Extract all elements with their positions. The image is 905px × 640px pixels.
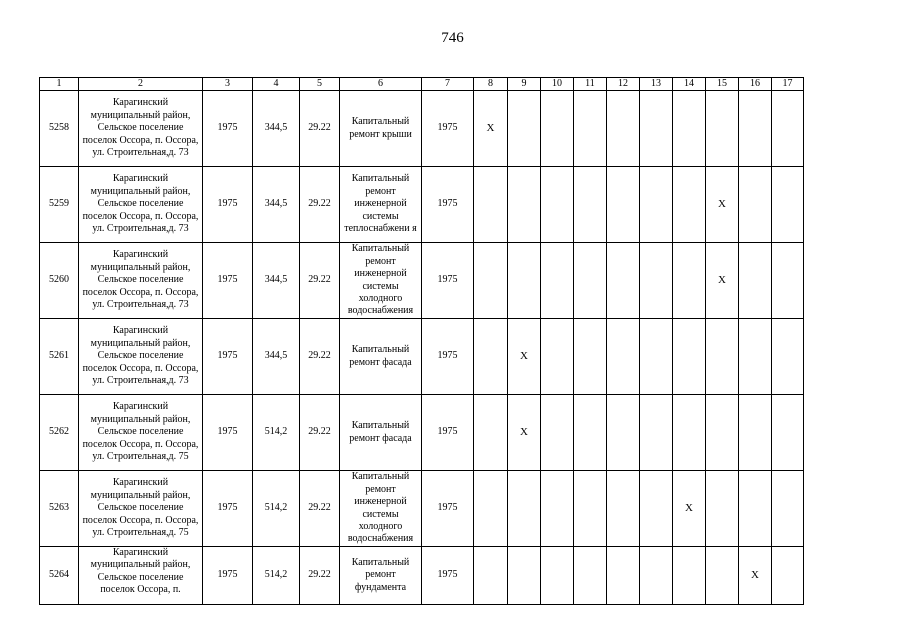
work-type-cell: Капитальный ремонт инженерной системы холодного водоснабжения: [340, 471, 422, 547]
column-header: 3: [203, 78, 253, 91]
year-built-cell: 1975: [203, 243, 253, 319]
address-cell: [79, 319, 203, 395]
rate-cell: 29.22: [300, 91, 340, 167]
table-row: [40, 547, 804, 605]
mark-cell: [607, 91, 640, 167]
mark-cell: X: [508, 395, 541, 471]
area-cell: 344,5: [253, 243, 300, 319]
mark-cell: [607, 243, 640, 319]
mark-cell: [772, 319, 804, 395]
work-type-cell: Капитальный ремонт фасада: [340, 395, 422, 471]
table-row: [40, 91, 804, 167]
work-type-cell: Капитальный ремонт фундамента: [340, 547, 422, 605]
column-header: 9: [508, 78, 541, 91]
mark-cell: [673, 91, 706, 167]
mark-cell: [739, 91, 772, 167]
column-header: 10: [541, 78, 574, 91]
area-cell: 344,5: [253, 91, 300, 167]
year-cell: 1975: [422, 319, 474, 395]
mark-cell: [508, 471, 541, 547]
address-text: Карагинский муниципальный район, Сельское поселение поселок Оссора, п. Оссора, ул. Строительная,д. 75: [82, 477, 199, 539]
mark-cell: [772, 243, 804, 319]
mark-cell: [474, 243, 508, 319]
mark-cell: [772, 91, 804, 167]
column-header: 17: [772, 78, 804, 91]
id-cell: 5264: [40, 547, 79, 605]
year-cell: 1975: [422, 471, 474, 547]
mark-cell: [607, 395, 640, 471]
mark-cell: [640, 319, 673, 395]
column-header: 6: [340, 78, 422, 91]
mark-cell: [474, 319, 508, 395]
column-header: 5: [300, 78, 340, 91]
mark-cell: [541, 319, 574, 395]
address-text: Карагинский муниципальный район, Сельское поселение поселок Оссора, п. Оссора, ул. Строительная,д. 73: [82, 97, 199, 159]
mark-cell: [508, 167, 541, 243]
mark-cell: [607, 167, 640, 243]
mark-cell: [673, 395, 706, 471]
mark-cell: X: [739, 547, 772, 605]
mark-cell: [474, 471, 508, 547]
mark-cell: [772, 471, 804, 547]
mark-cell: [541, 547, 574, 605]
repair-registry-table: [39, 77, 804, 605]
mark-cell: [541, 395, 574, 471]
year-built-cell: 1975: [203, 471, 253, 547]
mark-cell: [739, 395, 772, 471]
column-header: 12: [607, 78, 640, 91]
mark-cell: [474, 167, 508, 243]
mark-cell: [673, 167, 706, 243]
mark-cell: [739, 167, 772, 243]
address-cell: [79, 471, 203, 547]
mark-cell: [640, 243, 673, 319]
column-header: 15: [706, 78, 739, 91]
id-cell: 5258: [40, 91, 79, 167]
year-built-cell: 1975: [203, 91, 253, 167]
mark-cell: [772, 167, 804, 243]
mark-cell: [772, 547, 804, 605]
id-cell: 5260: [40, 243, 79, 319]
work-type-cell: Капитальный ремонт крыши: [340, 91, 422, 167]
address-text: Карагинский муниципальный район, Сельское поселение поселок Оссора, п.: [90, 547, 191, 596]
mark-cell: X: [673, 471, 706, 547]
year-built-cell: 1975: [203, 167, 253, 243]
mark-cell: [574, 471, 607, 547]
mark-cell: X: [508, 319, 541, 395]
mark-cell: [640, 395, 673, 471]
column-header: 8: [474, 78, 508, 91]
address-text: Карагинский муниципальный район, Сельское поселение поселок Оссора, п. Оссора, ул. Строительная,д. 73: [82, 249, 199, 311]
year-built-cell: 1975: [203, 547, 253, 605]
mark-cell: [474, 395, 508, 471]
area-cell: 514,2: [253, 395, 300, 471]
address-text: Карагинский муниципальный район, Сельское поселение поселок Оссора, п. Оссора, ул. Строительная,д. 75: [82, 401, 199, 463]
mark-cell: [706, 395, 739, 471]
column-header: 2: [79, 78, 203, 91]
mark-cell: [673, 243, 706, 319]
year-cell: 1975: [422, 91, 474, 167]
address-cell: [79, 167, 203, 243]
year-cell: 1975: [422, 395, 474, 471]
address-text: Карагинский муниципальный район, Сельское поселение поселок Оссора, п. Оссора, ул. Строительная,д. 73: [82, 325, 199, 387]
id-cell: 5259: [40, 167, 79, 243]
mark-cell: [673, 319, 706, 395]
mark-cell: [706, 91, 739, 167]
id-cell: 5263: [40, 471, 79, 547]
mark-cell: [706, 319, 739, 395]
id-cell: 5262: [40, 395, 79, 471]
table-body: [40, 91, 804, 605]
year-cell: 1975: [422, 547, 474, 605]
mark-cell: [574, 319, 607, 395]
area-cell: 514,2: [253, 547, 300, 605]
rate-cell: 29.22: [300, 471, 340, 547]
address-cell: [79, 395, 203, 471]
year-cell: 1975: [422, 167, 474, 243]
table-row: [40, 319, 804, 395]
mark-cell: [541, 243, 574, 319]
id-cell: 5261: [40, 319, 79, 395]
area-cell: 344,5: [253, 319, 300, 395]
area-cell: 344,5: [253, 167, 300, 243]
mark-cell: [640, 91, 673, 167]
column-header: 7: [422, 78, 474, 91]
year-built-cell: 1975: [203, 319, 253, 395]
mark-cell: [508, 243, 541, 319]
mark-cell: [640, 547, 673, 605]
mark-cell: [474, 547, 508, 605]
mark-cell: X: [706, 167, 739, 243]
mark-cell: [574, 243, 607, 319]
mark-cell: [574, 547, 607, 605]
address-cell: [79, 547, 203, 605]
address-cell: [79, 243, 203, 319]
mark-cell: [574, 395, 607, 471]
address-cell: [79, 91, 203, 167]
table-row: [40, 471, 804, 547]
mark-cell: [772, 395, 804, 471]
column-header: 13: [640, 78, 673, 91]
column-header: 16: [739, 78, 772, 91]
mark-cell: [739, 319, 772, 395]
mark-cell: [541, 471, 574, 547]
mark-cell: [574, 91, 607, 167]
mark-cell: [706, 547, 739, 605]
rate-cell: 29.22: [300, 319, 340, 395]
column-header: 4: [253, 78, 300, 91]
mark-cell: [574, 167, 607, 243]
mark-cell: X: [474, 91, 508, 167]
mark-cell: [607, 471, 640, 547]
mark-cell: [739, 243, 772, 319]
mark-cell: [607, 547, 640, 605]
table-row: [40, 243, 804, 319]
rate-cell: 29.22: [300, 547, 340, 605]
mark-cell: [508, 547, 541, 605]
year-cell: 1975: [422, 243, 474, 319]
rate-cell: 29.22: [300, 243, 340, 319]
mark-cell: [640, 167, 673, 243]
work-type-cell: Капитальный ремонт фасада: [340, 319, 422, 395]
mark-cell: [640, 471, 673, 547]
rate-cell: 29.22: [300, 167, 340, 243]
column-header: 1: [40, 78, 79, 91]
work-type-cell: Капитальный ремонт инженерной системы холодного водоснабжения: [340, 243, 422, 319]
mark-cell: X: [706, 243, 739, 319]
page-number: 746: [441, 30, 464, 46]
address-text: Карагинский муниципальный район, Сельское поселение поселок Оссора, п. Оссора, ул. Строительная,д. 73: [82, 173, 199, 235]
table-row: [40, 395, 804, 471]
work-type-cell: Капитальный ремонт инженерной системы теплоснабжени я: [340, 167, 422, 243]
mark-cell: [706, 471, 739, 547]
header-row: [40, 78, 804, 91]
mark-cell: [541, 167, 574, 243]
mark-cell: [739, 471, 772, 547]
mark-cell: [607, 319, 640, 395]
mark-cell: [541, 91, 574, 167]
table-row: [40, 167, 804, 243]
column-header: 11: [574, 78, 607, 91]
column-header: 14: [673, 78, 706, 91]
mark-cell: [673, 547, 706, 605]
mark-cell: [508, 91, 541, 167]
rate-cell: 29.22: [300, 395, 340, 471]
year-built-cell: 1975: [203, 395, 253, 471]
area-cell: 514,2: [253, 471, 300, 547]
